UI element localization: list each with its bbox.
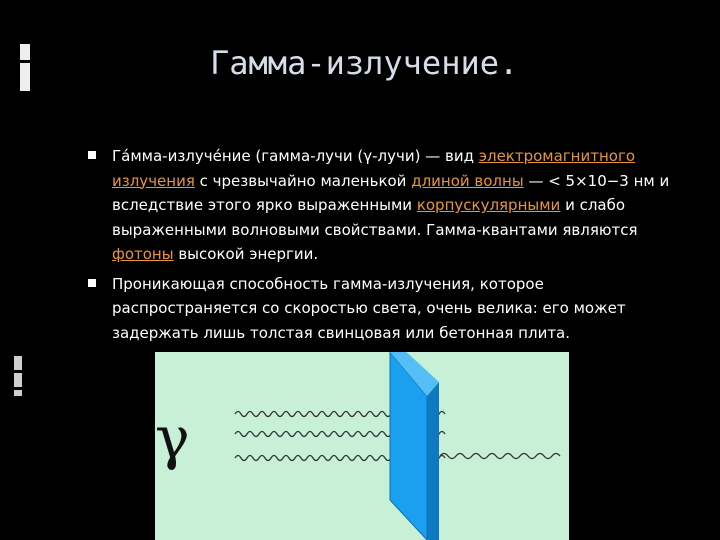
shield-block-side — [427, 382, 439, 540]
text-segment: с чрезвычайно маленькой — [194, 171, 412, 190]
gamma-symbol: γ — [155, 404, 190, 472]
link-wavelength[interactable]: длиной волны — [411, 171, 524, 190]
slide-content — [88, 144, 688, 350]
bullet-item-penetration — [88, 272, 688, 346]
text-segment: — < 5×10−3 нм и вследствие этого ярко выраженными — [112, 171, 670, 214]
decorative-bar-top — [20, 44, 30, 60]
decorative-square — [14, 390, 22, 396]
term-gamma-radiation: Га́мма-излуче́ние — [112, 147, 251, 165]
decorative-square — [14, 356, 22, 370]
illustration-svg — [155, 352, 569, 540]
gamma-shielding-illustration — [155, 352, 569, 540]
bullet-text: Проникающая способность гамма-излучения, которое распространяется со скоростью света, очень велика: его может задержать лишь толстая свинцовая или бетонная плита. — [112, 274, 626, 342]
link-photons[interactable]: фотоны — [112, 245, 174, 263]
gamma-wave-exit — [440, 454, 560, 459]
bullet-text — [112, 147, 669, 263]
link-corpuscular[interactable]: корпускулярными — [416, 196, 561, 214]
bullet-item-gamma-definition — [88, 144, 688, 267]
link-electromagnetic-radiation[interactable]: электромагнитного излучения — [112, 147, 636, 190]
bullet-square-icon — [88, 151, 96, 159]
slide-title: Гамма-излучение. — [210, 44, 519, 82]
decorative-bar-bottom — [20, 63, 30, 91]
text-segment: высокой энергии. — [173, 245, 319, 263]
decorative-square — [14, 373, 22, 387]
text-segment: (гамма-лучи (γ-лучи) — вид — [250, 147, 479, 165]
text-segment: и слабо выраженными волновыми свойствами. Гамма-квантами являются — [112, 196, 638, 239]
bullet-square-icon — [88, 279, 96, 287]
